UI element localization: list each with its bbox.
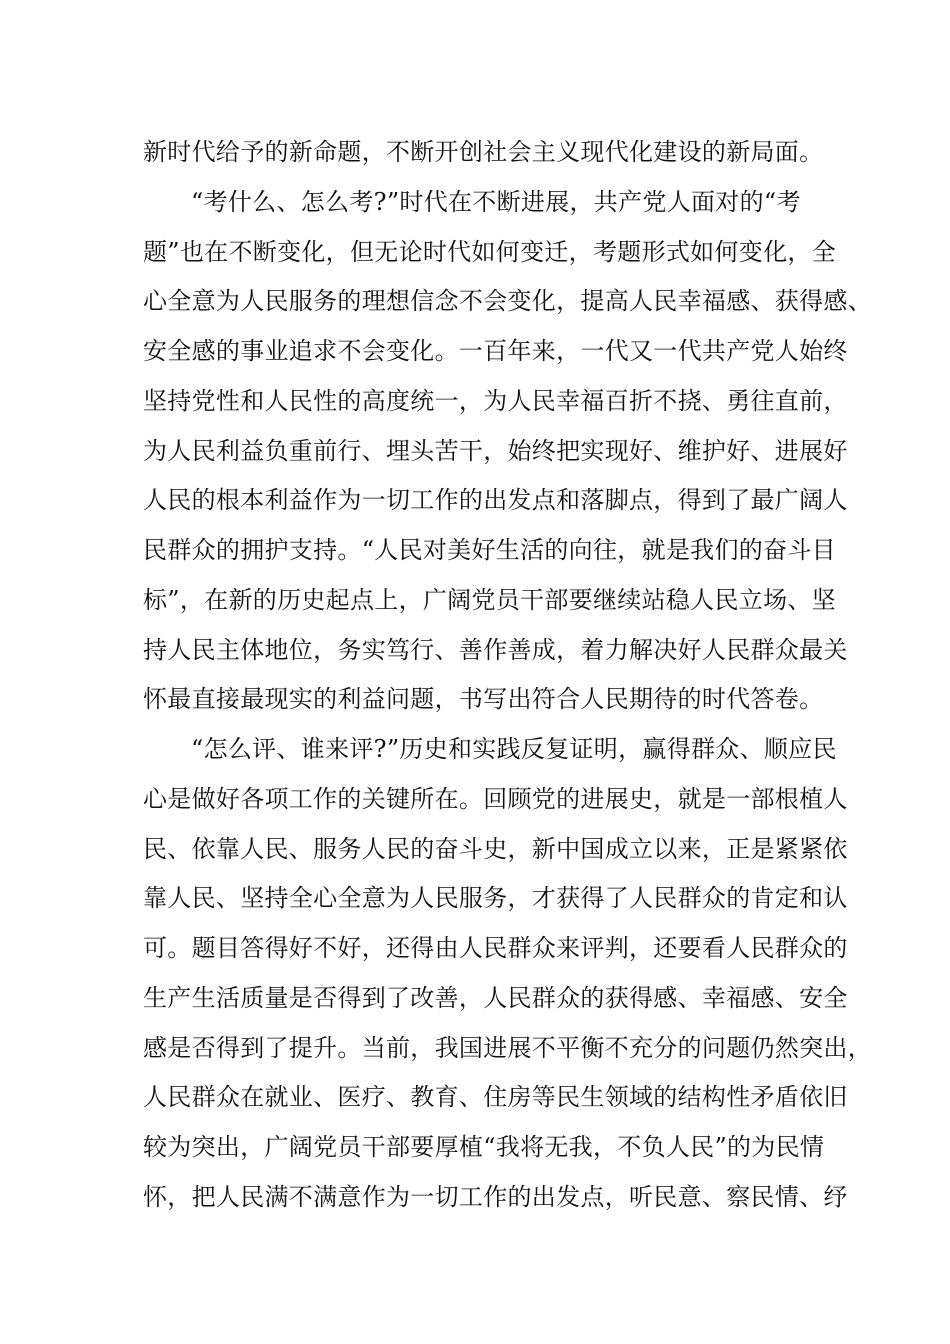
paragraph-start-line: “考什么、怎么考?”时代在不断进展，共产党人面对的“考 [191, 187, 801, 216]
text-line: 感是否得到了提升。当前，我国进展不平衡不充分的问题仍然突出， [143, 1033, 872, 1062]
text-line: 安全感的事业追求不会变化。一百年来，一代又一代共产党人始终 [143, 337, 848, 365]
text-line: 心全意为人民服务的理想信念不会变化，提高人民幸福感、获得感、 [143, 287, 872, 316]
text-line: 民群众的拥护支持。“人民对美好生活的向往，就是我们的奋斗目 [143, 536, 836, 564]
document-body [143, 128, 872, 1223]
text-line: 生产生活质量是否得到了改善，人民群众的获得感、幸福感、安全 [143, 983, 848, 1012]
text-line: 较为突出，广阔党员干部要厚植“我将无我，不负人民”的为民情 [143, 1133, 825, 1161]
paragraph-start-line: “怎么评、谁来评?”历史和实践反复证明，赢得群众、顺应民 [191, 735, 837, 763]
text-line: 怀，把人民满不满意作为一切工作的出发点，听民意、察民情、纾 [143, 1182, 848, 1211]
text-line: 靠人民、坚持全心全意为人民服务，才获得了人民群众的肯定和认 [143, 884, 848, 913]
text-line: 怀最直接最现实的利益问题，书写出符合人民期待的时代答卷。 [143, 685, 824, 714]
text-line: 题”也在不断变化，但无论时代如何变迁，考题形式如何变化，全 [143, 237, 836, 266]
text-line: 民、依靠人民、服务人民的奋斗史，新中国成立以来，正是紧紧依 [143, 834, 848, 863]
text-line: 新时代给予的新命题，不断开创社会主义现代化建设的新局面。 [143, 138, 824, 166]
text-line: 持人民主体地位，务实笃行、善作善成，着力解决好人民群众最关 [143, 635, 848, 664]
text-line: 为人民利益负重前行、埋头苦干，始终把实现好、维护好、进展好 [143, 436, 848, 465]
text-line: 心是做好各项工作的关键所在。回顾党的进展史，就是一部根植人 [143, 784, 848, 813]
text-line: 坚持党性和人民性的高度统一，为人民幸福百折不挠、勇往直前， [143, 386, 848, 415]
text-line: 人民的根本利益作为一切工作的出发点和落脚点，得到了最广阔人 [143, 486, 848, 515]
text-line: 人民群众在就业、医疗、教育、住房等民生领域的结构性矛盾依旧 [143, 1083, 848, 1112]
text-line: 可。题目答得好不好，还得由人民群众来评判，还要看人民群众的 [143, 934, 848, 962]
text-line: 标”，在新的历史起点上，广阔党员干部要继续站稳人民立场、坚 [143, 585, 836, 614]
